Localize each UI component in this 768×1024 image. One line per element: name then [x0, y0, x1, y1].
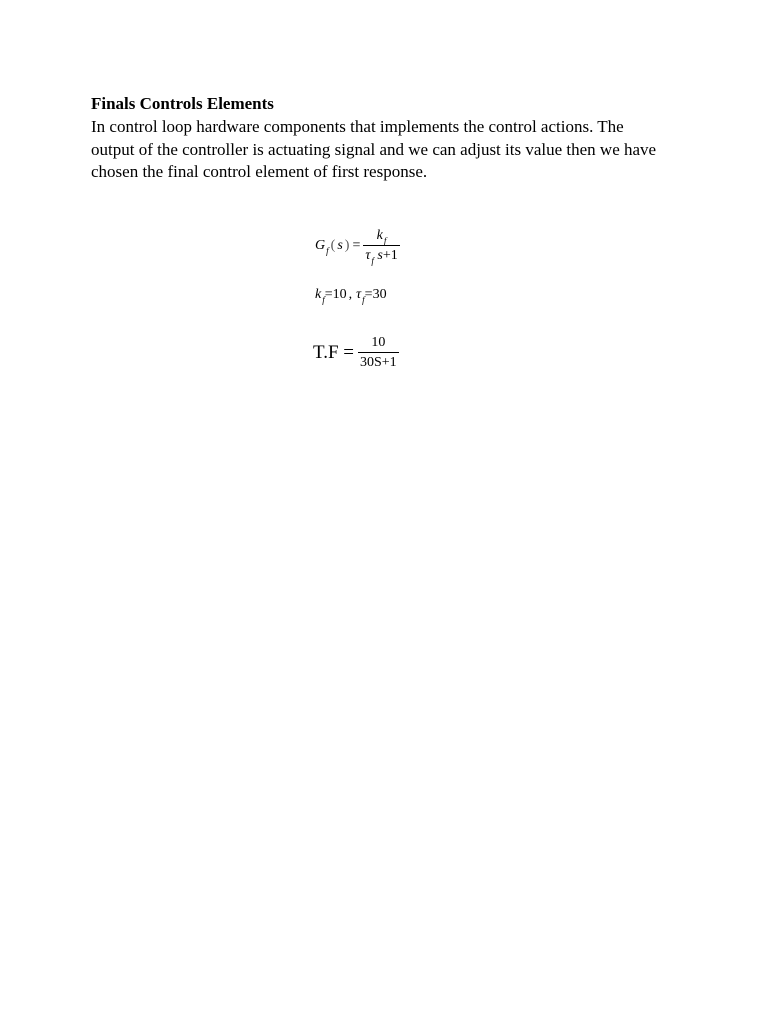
denominator-variable: s — [377, 248, 383, 263]
numerator-subscript: f — [383, 236, 387, 246]
fraction-denominator — [363, 245, 399, 264]
paragraph-line-3: chosen the final control element of first response. — [91, 162, 428, 181]
tf-fraction — [358, 335, 399, 371]
gain-symbol-g: G — [315, 238, 326, 253]
k-value: =10 — [324, 287, 347, 302]
laplace-variable: s — [337, 238, 343, 253]
paragraph-line-2: output of the controller is actuating signal and we can adjust its value then we have — [91, 139, 657, 159]
tf-label: T.F = — [313, 342, 354, 363]
body-paragraph — [91, 116, 691, 184]
k-symbol: k — [315, 287, 322, 302]
equals-sign: = — [352, 238, 361, 253]
separator-comma: , — [348, 287, 353, 302]
left-paren: ( — [330, 238, 336, 253]
denominator-rest: +1 — [382, 248, 398, 263]
transfer-fraction — [363, 228, 399, 264]
tf-denominator: 30S+1 — [358, 352, 399, 371]
paragraph-line-1: In control loop hardware components that implements the control actions. The — [91, 117, 624, 136]
fraction-numerator — [375, 228, 389, 245]
tf-numerator: 10 — [371, 335, 386, 350]
section-heading: Finals Controls Elements — [91, 94, 274, 113]
tau-value: =30 — [364, 287, 387, 302]
tau-symbol: τ — [356, 287, 362, 302]
denominator-tau-subscript: f — [371, 256, 374, 266]
transfer-function-equation — [315, 228, 400, 264]
g-subscript: f — [326, 246, 329, 256]
tau-subscript: f — [362, 295, 365, 305]
right-paren: ) — [344, 238, 350, 253]
parameter-values-equation — [315, 287, 387, 303]
k-subscript: f — [322, 295, 325, 305]
numerator-symbol: k — [376, 228, 383, 243]
denominator-tau: τ — [365, 248, 371, 263]
final-transfer-function — [313, 335, 399, 371]
